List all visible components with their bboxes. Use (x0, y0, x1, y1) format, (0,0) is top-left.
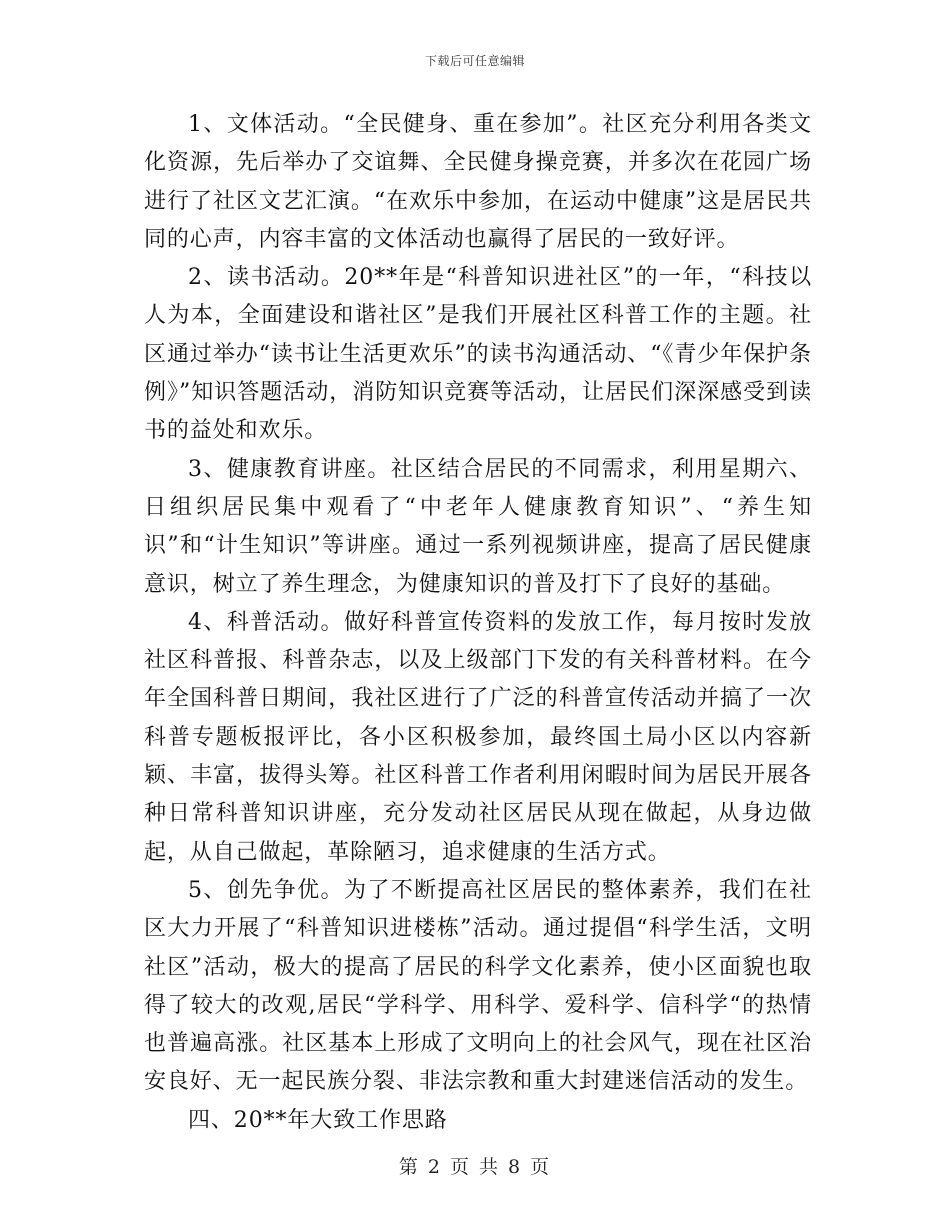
document-body (144, 106, 812, 1140)
paragraph-reading-activities: 2、读书活动。20**年是“科普知识进社区”的一年，“科技以人为本，全面建设和谐社区”是我们开展社区科普工作的主题。社区通过举办“读书让生活更欢乐”的读书沟通活动、“《青少年保护条例》”知识答题活动，消防知识竞赛等活动，让居民们深深感受到读书的益处和欢乐。 (144, 265, 812, 444)
paragraph-recreation-activities: 1、文体活动。“全民健身、重在参加”。社区充分利用各类文化资源，先后举办了交谊舞、全民健身操竞赛，并多次在花园广场进行了社区文艺汇演。“在欢乐中参加，在运动中健康”这是居民共同的心声，内容丰富的文体活动也赢得了居民的一致好评。 (144, 112, 812, 252)
paragraph-health-lectures: 3、健康教育讲座。社区结合居民的不同需求，利用星期六、日组织居民集中观看了“中老年人健康教育知识”、“养生知识”和“计生知识”等讲座。通过一系列视频讲座，提高了居民健康意识，树立了养生理念，为健康知识的普及打下了良好的基础。 (144, 456, 812, 597)
paragraph-excellence-campaign: 5、创先争优。为了不断提高社区居民的整体素养，我们在社区大力开展了“科普知识进楼栋”活动。通过提倡“科学生活，文明社区”活动，极大的提高了居民的科学文化素养，使小区面貌也取得了较大的改观,居民“学科学、用科学、爱科学、信科学“的热情也普遍高涨。社区基本上形成了文明向上的社会风气，现在社区治安良好、无一起民族分裂、非法宗教和重大封建迷信活动的发生。 (144, 877, 812, 1095)
page-number: 第 2 页 共 8 页 (398, 1156, 552, 1178)
page-header: 下载后可任意编辑 (424, 54, 525, 68)
section-heading-work-plan: 四、20**年大致工作思路 (188, 1107, 448, 1133)
paragraph-science-popularization: 4、科普活动。做好科普宣传资料的发放工作，每月按时发放社区科普报、科普杂志，以及上级部门下发的有关科普材料。在今年全国科普日期间，我社区进行了广泛的科普宣传活动并搞了一次科普专题板报评比，各小区积极参加，最终国土局小区以内容新颖、丰富，拔得头筹。社区科普工作者利用闲暇时间为居民开展各种日常科普知识讲座，充分发动社区居民从现在做起，从身边做起，从自己做起，革除陋习，追求健康的生活方式。 (144, 609, 812, 865)
